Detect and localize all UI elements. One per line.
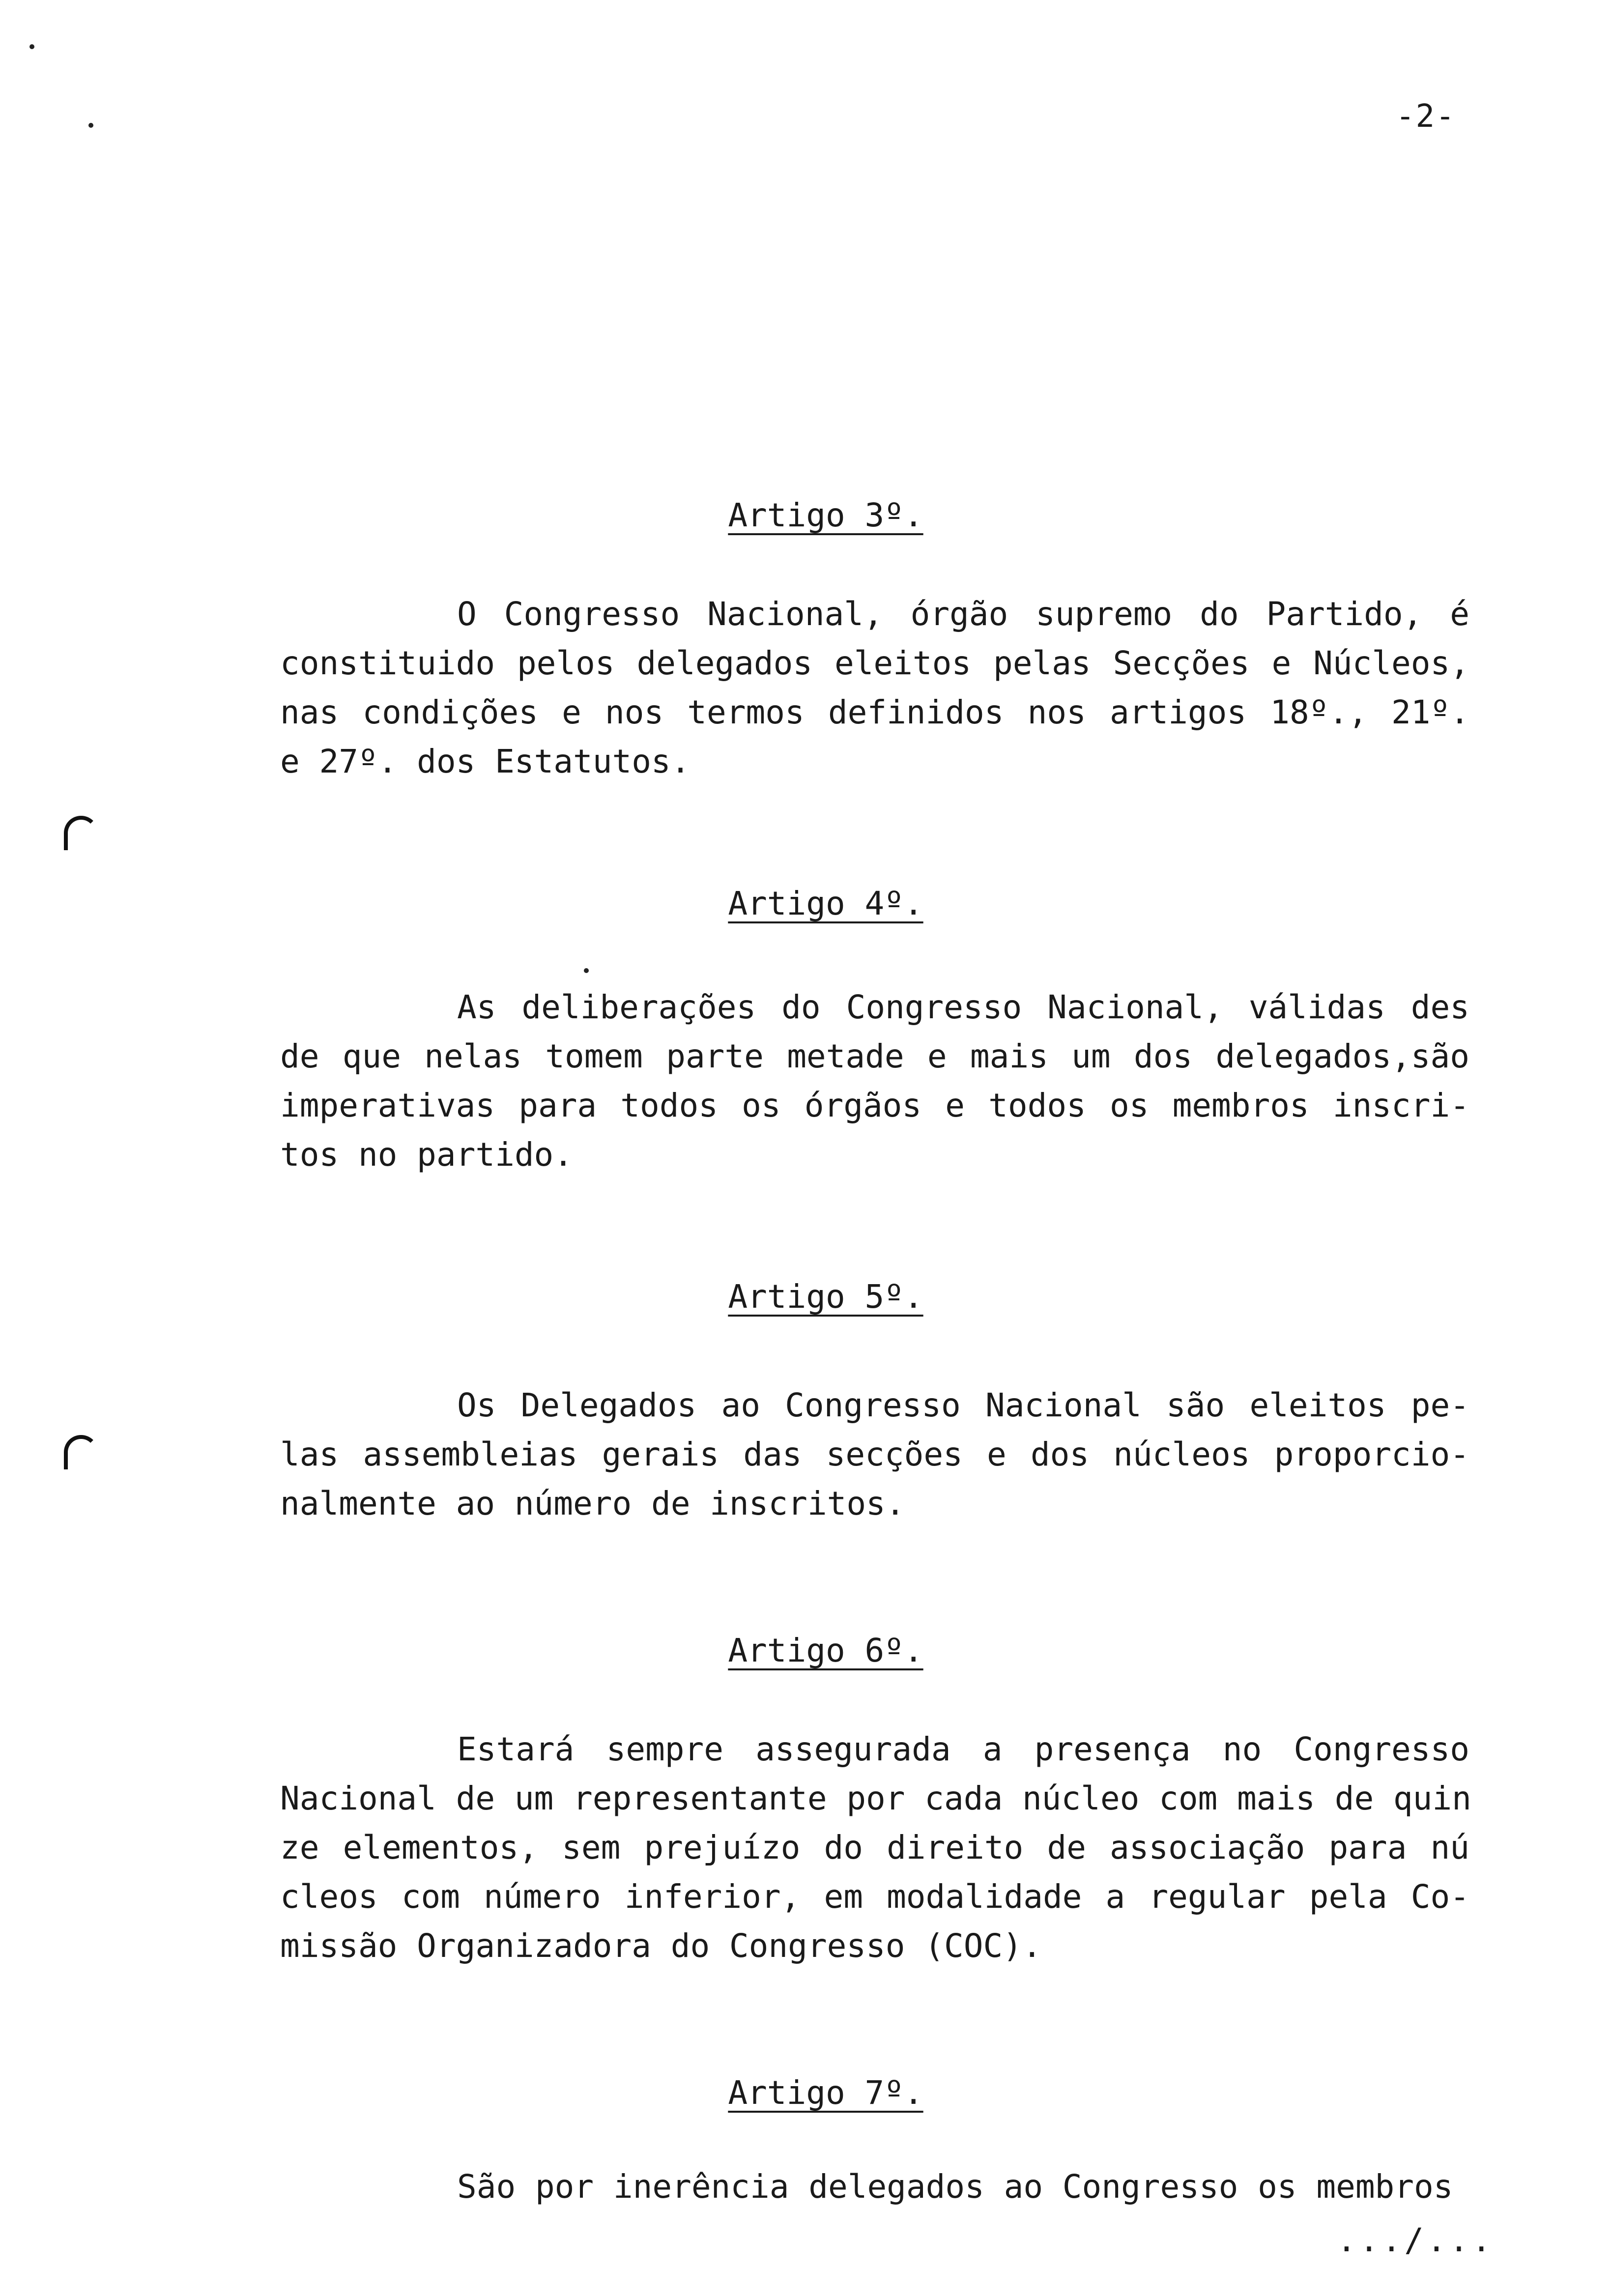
article-4-heading <box>0 885 1612 922</box>
article-5-heading <box>0 1278 1612 1316</box>
article-3-heading-text: Artigo 3º. <box>728 496 923 534</box>
scan-speck <box>29 44 34 49</box>
article-4-line: tos no partido. <box>280 1136 574 1174</box>
article-3-line: e 27º. dos Estatutos. <box>280 743 691 780</box>
article-7-line: São por inerência delegados ao Congresso os membros <box>457 2168 1453 2206</box>
article-6-body <box>280 1725 1469 1971</box>
article-4-heading-text: Artigo 4º. <box>728 885 923 922</box>
article-4-body <box>280 983 1469 1179</box>
article-4-line: imperativas para todos os órgãos e todos os membros inscri- <box>280 1087 1469 1124</box>
page-number: -2- <box>1396 98 1456 135</box>
article-4-line: de que nelas tomem parte metade e mais um dos delegados,são <box>280 1037 1469 1075</box>
article-7-heading <box>0 2074 1612 2112</box>
article-7-body <box>280 2162 1469 2211</box>
article-6-heading-text: Artigo 6º. <box>728 1632 923 1669</box>
article-6-line: ze elementos, sem prejuízo do direito de associação para nú <box>280 1829 1469 1866</box>
article-5-body <box>280 1381 1469 1528</box>
article-5-line: Os Delegados ao Congresso Nacional são eleitos pe- <box>457 1386 1469 1424</box>
article-6-line: Estará sempre assegurada a presença no Congresso <box>457 1730 1469 1768</box>
article-6-line: cleos com número inferior, em modalidade a regular pela Co- <box>280 1878 1469 1916</box>
article-3-line: O Congresso Nacional, órgão supremo do Partido, é <box>457 595 1469 633</box>
article-6-line: missão Organizadora do Congresso (COC). <box>280 1927 1042 1965</box>
article-5-line: las assembleias gerais das secções e dos núcleos proporcio- <box>280 1435 1469 1473</box>
article-4-line: As deliberações do Congresso Nacional, válidas des <box>457 988 1469 1026</box>
article-3-heading <box>0 496 1612 534</box>
article-3-line: constituido pelos delegados eleitos pelas Secções e Núcleos, <box>280 644 1469 682</box>
continuation-mark: .../... <box>1337 2221 1495 2259</box>
article-5-line: nalmente ao número de inscritos. <box>280 1485 905 1522</box>
article-5-heading-text: Artigo 5º. <box>728 1278 923 1316</box>
scan-speck <box>584 968 589 973</box>
article-6-heading <box>0 1632 1612 1669</box>
article-7-heading-text: Artigo 7º. <box>728 2074 923 2112</box>
article-3-body <box>280 590 1469 786</box>
punch-hole-mark <box>64 816 98 850</box>
punch-hole-mark <box>64 1435 98 1469</box>
article-6-line: Nacional de um representante por cada núcleo com mais de quin <box>280 1779 1471 1817</box>
article-3-line: nas condições e nos termos definidos nos artigos 18º., 21º. <box>280 693 1469 731</box>
scan-speck <box>88 123 93 128</box>
